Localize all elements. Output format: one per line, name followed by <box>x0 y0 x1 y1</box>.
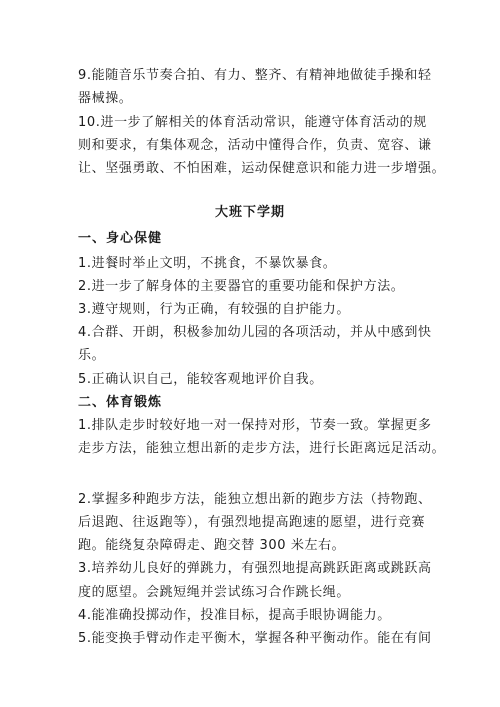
text-line: 度的愿望。会跳短绳并尝试练习合作跳长绳。 <box>78 585 351 600</box>
text-line: 4.能准确投掷动作，投准目标，提高手眼协调能力。 <box>78 608 391 623</box>
text-line: 2.进一步了解身体的主要器官的重要功能和保护方法。 <box>78 279 405 294</box>
text-line: 4.合群、开朗，积极参加幼儿园的各项活动，并从中感到快 <box>78 325 432 340</box>
text-line: 乐。 <box>78 348 106 363</box>
text-line: 走步方法，能独立想出新的走步方法，进行长距离远足活动。 <box>78 441 446 456</box>
text-line: 跑。能绕复杂障碍走、跑交替 300 米左右。 <box>78 538 346 553</box>
text-line: 10.进一步了解相关的体育活动常识，能遵守体育活动的规 <box>78 115 427 130</box>
text-line: 后退跑、往返跑等），有强烈地提高跑速的愿望，进行竞赛 <box>78 515 426 530</box>
text-line: 3.培养幼儿良好的弹跳力，有强烈地提高跳跃距离或跳跃高 <box>78 561 432 576</box>
text-line: 则和要求，有集体观念，活动中懂得合作，负责、宽容、谦 <box>78 138 432 153</box>
text-line: 5.能变换手臂动作走平衡木，掌握各种平衡动作。能在有间 <box>78 631 432 646</box>
text-line: 9.能随音乐节奏合拍、有力、整齐、有精神地做徒手操和轻 <box>78 68 432 83</box>
heading-exercise: 二、体育锻炼 <box>78 395 163 410</box>
text-line: 5.正确认识自己，能较客观地评价自我。 <box>78 372 323 387</box>
heading-health: 一、身心保健 <box>78 231 163 246</box>
text-line: 1.进餐时举止文明，不挑食，不暴饮暴食。 <box>78 256 337 271</box>
text-line: 器械操。 <box>78 91 133 106</box>
text-line: 2.掌握多种跑步方法，能独立想出新的跑步方法（持物跑、 <box>78 492 432 507</box>
text-line: 让、坚强勇敢、不怕困难，运动保健意识和能力进一步增强。 <box>78 161 446 176</box>
section-title: 大班下学期 <box>214 205 285 220</box>
text-line: 1.排队走步时较好地一对一保持对形，节奏一致。掌握更多 <box>78 418 432 433</box>
text-line: 3.遵守规则，行为正确，有较强的自护能力。 <box>78 302 351 317</box>
